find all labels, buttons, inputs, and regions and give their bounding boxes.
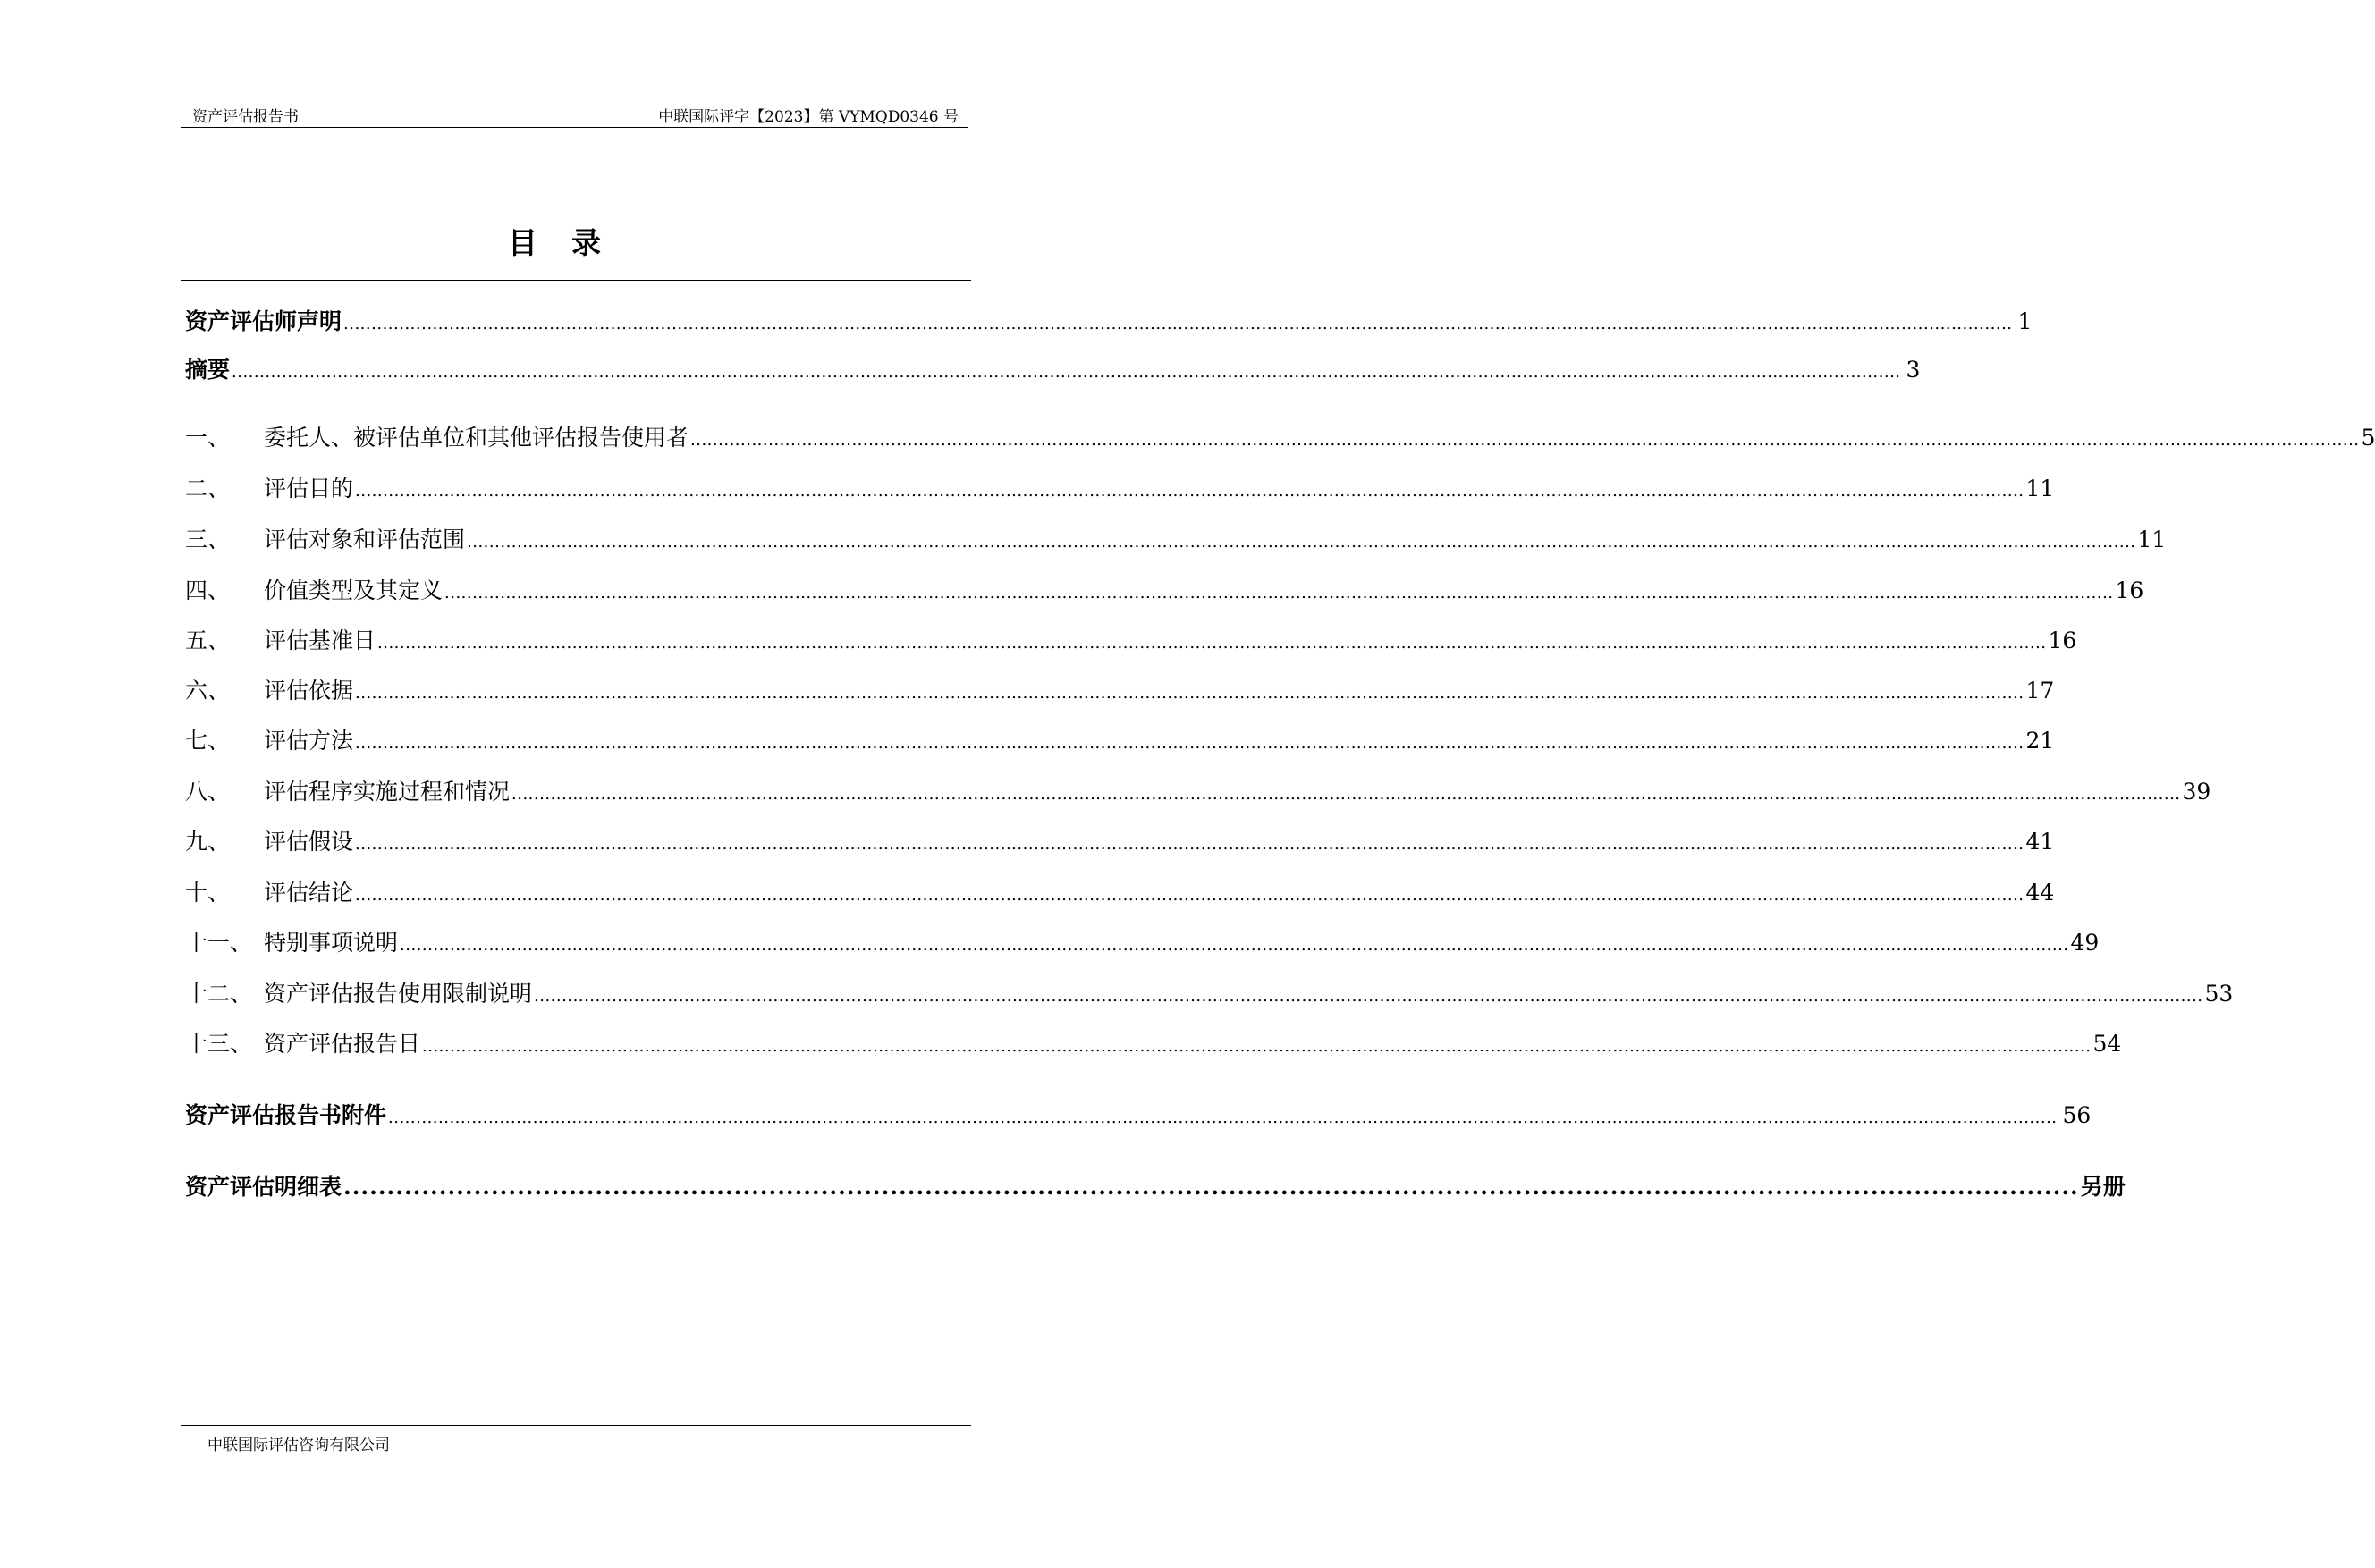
toc-section-number: 一、	[185, 425, 231, 451]
toc-section-page: 54	[2092, 1031, 2122, 1057]
toc-entry-statement[interactable]	[185, 304, 2033, 340]
toc-section-number: 三、	[185, 527, 231, 552]
toc-section-number: 九、	[185, 829, 231, 855]
toc-section-number: 五、	[185, 628, 231, 653]
toc-entry-label: 资产评估师声明	[185, 308, 342, 334]
toc-section-number: 六、	[185, 678, 231, 704]
toc-leader-dots: ............................................................................................................................................................................................................................................................................................................	[343, 315, 2013, 333]
toc-section-label: 评估目的	[264, 476, 354, 502]
toc-section-label: 评估程序实施过程和情况	[264, 779, 511, 805]
footer-divider	[181, 1425, 971, 1426]
toc-section-label: 评估方法	[264, 728, 354, 754]
toc-section-13[interactable]	[185, 1026, 2122, 1062]
toc-section-label: 委托人、被评估单位和其他评估报告使用者	[264, 425, 689, 451]
toc-leader-dots: ............................................................................................................................................................................................................................................................................................................	[444, 584, 2114, 603]
toc-entry-page: 56	[2062, 1102, 2092, 1128]
toc-section-label: 评估对象和评估范围	[264, 527, 466, 552]
toc-leader-dots: ............................................................................................................................................................................................................................................................................................................	[690, 431, 2360, 450]
toc-section-page: 44	[2025, 880, 2055, 906]
toc-section-page: 17	[2025, 678, 2055, 704]
toc-section-label: 资产评估报告使用限制说明	[264, 981, 533, 1007]
toc-section-7[interactable]	[185, 723, 2055, 759]
toc-section-label: 特别事项说明	[264, 930, 399, 956]
title-divider	[181, 280, 971, 281]
toc-section-2[interactable]	[185, 471, 2055, 507]
toc-section-number: 八、	[185, 779, 231, 805]
toc-entry-label: 资产评估报告书附件	[185, 1102, 387, 1128]
toc-section-page: 49	[2070, 930, 2100, 956]
toc-entry-page: 3	[1906, 357, 1921, 383]
toc-section-number: 十三、	[185, 1031, 253, 1057]
toc-leader-dots: ............................................................................................................................................................................................................................................................................................................	[355, 684, 2024, 703]
toc-section-number: 十一、	[185, 930, 253, 956]
toc-entry-label: 资产评估明细表	[185, 1174, 342, 1200]
toc-section-12[interactable]	[185, 976, 2234, 1012]
toc-section-page: 16	[2115, 577, 2144, 603]
toc-leader-dots: ............................................................................................................................................................................................................................................................................................................	[511, 785, 2181, 804]
toc-section-label: 资产评估报告日	[264, 1031, 421, 1057]
toc-leader-dots: ............................................................................................................................................................................................................................................................................................................	[400, 936, 2069, 955]
toc-entry-detail-tables[interactable]	[185, 1169, 2126, 1205]
toc-section-number: 二、	[185, 476, 231, 502]
toc-section-page: 53	[2204, 981, 2234, 1007]
toc-leader-dots: ............................................................................................................................................................................................................................................................................................................	[377, 634, 2047, 653]
toc-leader-dots: ............................................................................................................................................................................................................................................................................................................	[422, 1037, 2092, 1056]
toc-section-page: 5	[2361, 425, 2375, 451]
toc-entry-attachments[interactable]	[185, 1098, 2092, 1134]
toc-leader-dots: ............................................................................................................................................................................................................................................................................................................	[467, 533, 2136, 552]
page-header	[181, 100, 968, 128]
toc-section-9[interactable]	[185, 824, 2055, 860]
toc-leader-dots: ............................................................................................................................................................................................................................................................................................................	[534, 987, 2203, 1006]
header-report-number: 中联国际评字【2023】第 VYMQD0346 号	[658, 108, 959, 126]
toc-entry-summary[interactable]	[185, 352, 1921, 388]
toc-section-number: 四、	[185, 577, 231, 603]
footer-company-name: 中联国际评估咨询有限公司	[207, 1437, 390, 1454]
header-document-title: 资产评估报告书	[192, 108, 299, 126]
toc-entry-page: 另册	[2080, 1174, 2126, 1200]
toc-section-6[interactable]	[185, 673, 2055, 709]
toc-leader-dots: ............................................................................................................................................................................................................................................................................................................	[355, 886, 2024, 905]
toc-section-4[interactable]	[185, 573, 2144, 609]
toc-section-number: 七、	[185, 728, 231, 754]
toc-leader-dots: ............................................................................................................................................................................................................................................................................................................	[355, 482, 2024, 501]
toc-leader-dots: ............................................................................................................................................................................................................................................................................................................	[355, 734, 2024, 753]
toc-section-label: 价值类型及其定义	[264, 577, 444, 603]
toc-leader-dots: ............................................................................................................................................................................................................................................................................................................	[232, 363, 1901, 382]
toc-section-page: 21	[2025, 728, 2055, 754]
toc-section-page: 11	[2137, 527, 2167, 552]
page-title: 目录	[508, 225, 635, 260]
toc-entry-label: 摘要	[185, 357, 231, 383]
toc-section-page: 16	[2048, 628, 2077, 653]
toc-section-3[interactable]	[185, 522, 2167, 558]
toc-section-1[interactable]	[185, 420, 2375, 456]
toc-section-11[interactable]	[185, 925, 2100, 961]
toc-section-label: 评估假设	[264, 829, 354, 855]
toc-section-page: 11	[2025, 476, 2055, 502]
toc-section-number: 十二、	[185, 981, 253, 1007]
toc-section-page: 39	[2182, 779, 2211, 805]
toc-section-label: 评估依据	[264, 678, 354, 704]
toc-section-10[interactable]	[185, 875, 2055, 911]
toc-section-5[interactable]	[185, 623, 2077, 659]
toc-section-number: 十、	[185, 880, 231, 906]
toc-leader-dots: ............................................................................................................................................................................................................................................................................................................	[355, 835, 2024, 854]
toc-section-label: 评估结论	[264, 880, 354, 906]
toc-leader-dots: ........................................................................................................................................................................................................	[343, 1174, 2079, 1200]
toc-leader-dots: ............................................................................................................................................................................................................................................................................................................	[388, 1109, 2058, 1127]
toc-section-page: 41	[2025, 829, 2055, 855]
toc-entry-page: 1	[2017, 308, 2033, 334]
toc-section-8[interactable]	[185, 774, 2211, 810]
toc-section-label: 评估基准日	[264, 628, 376, 653]
